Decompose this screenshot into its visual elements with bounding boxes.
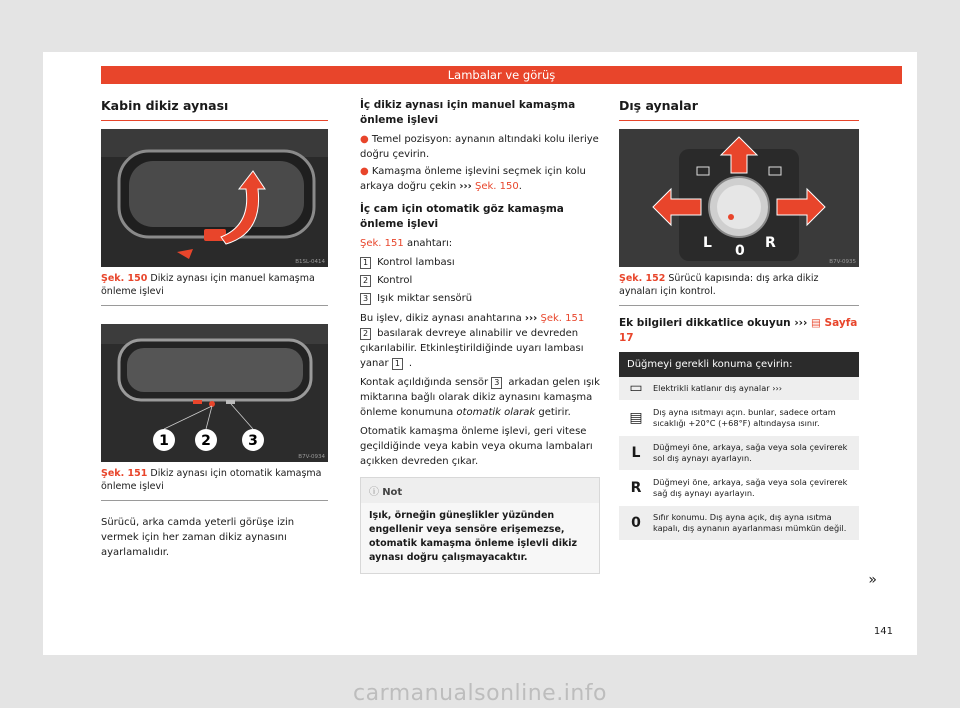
italic-text: otomatik olarak — [456, 407, 536, 418]
middle-column — [360, 98, 600, 574]
page-number: 141 — [873, 626, 893, 637]
row-text: Elektrikli katlanır dış aynalar ››› — [653, 383, 783, 393]
mirror-heating-icon: ▤ — [629, 409, 643, 426]
section-title-exterior-mirrors: Dış aynalar — [619, 98, 859, 121]
note-title: Not — [382, 487, 403, 498]
item-number: 1 — [360, 257, 371, 269]
figure-150-link[interactable]: Şek. 150 — [474, 181, 519, 192]
deactivation-paragraph: Otomatik kamaşma önleme işlevi, geri vitese geçildiğinde veya kabin veya okuma lambaları açıkken devreden çıkar. — [360, 426, 593, 467]
row-symbol: R — [630, 479, 642, 496]
sensor-paragraph — [360, 375, 600, 420]
figure-150-manual-mirror — [101, 129, 328, 267]
book-icon: ▤ — [810, 317, 821, 329]
item-control-lamp — [360, 255, 600, 270]
figure-151-auto-mirror — [101, 324, 328, 462]
knob-label-zero: 0 — [735, 243, 745, 259]
mirror-manual-illustration — [101, 129, 328, 267]
table-row — [619, 436, 859, 471]
item-number: 2 — [360, 275, 371, 287]
chapter-header: Lambalar ve görüş — [101, 66, 902, 84]
note-header — [361, 478, 599, 503]
table-row — [619, 377, 859, 401]
figure-code: B1SL-0414 — [295, 259, 325, 265]
right-column — [619, 98, 859, 541]
table-row — [619, 471, 859, 506]
bullet-text: Temel pozisyon: aynanın altındaki kolu ileriye doğru çevirin. — [360, 134, 599, 160]
callout-3: 3 — [248, 433, 258, 449]
figure-ref: Şek. 152 — [619, 273, 666, 284]
caption-text: Dikiz aynası için manuel kamaşma önleme işlevi — [101, 273, 315, 297]
text: Bu işlev, dikiz aynası anahtarına — [360, 313, 522, 324]
item-number: 2 — [360, 328, 371, 340]
left-column — [101, 98, 328, 564]
text: getirir. — [538, 407, 571, 418]
item-text: Kontrol lambası — [377, 257, 455, 268]
row-text: Düğmeyi öne, arkaya, sağa veya sola çevirerek sol dış aynayı ayarlayın. — [653, 442, 848, 463]
switch-label: anahtarı: — [406, 238, 453, 249]
page-link[interactable]: Sayfa — [824, 317, 858, 329]
fold-mirror-icon: ▭ — [629, 380, 643, 396]
row-text: Dış ayna ısıtmayı açın. bunlar, sadece ortam sıcaklığı +20°C (+68°F) altındaysa ısınır. — [653, 407, 836, 428]
figure-ref: Şek. 150 — [101, 273, 148, 284]
knob-label-right: R — [765, 235, 776, 251]
item-number: 3 — [360, 293, 371, 305]
figure-code: B7V-0934 — [298, 454, 325, 460]
table-header: Düğmeyi gerekli konuma çevirin: — [619, 352, 859, 377]
item-number: 3 — [491, 377, 502, 389]
ref-arrow: ››› — [524, 313, 538, 324]
row-text: Düğmeyi öne, arkaya, sağa veya sola çevirerek sağ dış aynayı ayarlayın. — [653, 477, 848, 498]
callout-1: 1 — [159, 433, 169, 449]
info-icon: ⓘ — [369, 487, 379, 498]
figure-code: B7V-0935 — [829, 259, 856, 265]
manual-page — [43, 52, 917, 655]
note-body: Işık, örneğin güneşlikler yüzünden engellenir veya sensöre erişemezse, otomatik kamaşma önleme işlevli dikiz aynası doğru çalışmayacaktır. — [369, 510, 578, 563]
continue-mark: » — [868, 572, 877, 588]
knob-positions-table — [619, 352, 859, 541]
item-control — [360, 273, 600, 288]
ref-arrow: ››› — [794, 317, 808, 329]
bullet-select-antiglare: ● Kamaşma önleme işlevini seçmek için kolu arkaya doğru çekin ››› Şek. 150. — [360, 166, 586, 192]
auto-antiglare-heading: İç cam için otomatik göz kamaşma önleme işlevi — [360, 203, 564, 230]
callout-2: 2 — [201, 433, 211, 449]
item-text: Kontrol — [377, 275, 413, 286]
text: Ek bilgileri dikkatlice okuyun — [619, 317, 791, 329]
row-symbol: 0 — [631, 514, 641, 531]
item-text: Işık miktar sensörü — [377, 293, 473, 304]
item-light-sensor — [360, 291, 600, 306]
page-link-number[interactable]: 17 — [619, 332, 634, 344]
figure-ref: Şek. 151 — [101, 468, 148, 479]
figure-151-caption — [101, 467, 328, 501]
bullet-dot: ● — [360, 166, 369, 177]
mirror-auto-illustration — [101, 324, 328, 462]
mirror-knob-illustration — [619, 129, 859, 267]
activation-paragraph: Bu işlev, dikiz aynası anahtarına ››› Şek. 151 2 basılarak devreye alınabilir ve devreden çıkarılabilir. Etkinleştirildiğinde uyarı lambası yanar 1 . — [360, 313, 585, 369]
note-box — [360, 477, 600, 574]
extra-info-line — [619, 316, 859, 346]
switch-intro — [360, 236, 600, 251]
bullet-dot: ● — [360, 134, 369, 145]
figure-152-mirror-knob — [619, 129, 859, 267]
text: basılarak devreye alınabilir ve devreden çıkarılabilir. Etkinleştirildiğinde uyarı lambası yanar — [360, 328, 584, 369]
caption-text: Sürücü kapısında: dış arka dikiz aynaları için kontrol. — [619, 273, 819, 297]
figure-151-link[interactable]: Şek. 151 — [360, 238, 404, 249]
figure-152-caption — [619, 272, 859, 306]
bullet-basic-position — [360, 132, 600, 162]
watermark: carmanualsonline.info — [353, 681, 607, 706]
ref-arrow: ››› — [459, 181, 472, 192]
row-text: Sıfır konumu. Dış ayna açık, dış ayna ısıtma kapalı, dış aynanın ayarlanması mümkün değil. — [653, 512, 847, 533]
table-row — [619, 506, 859, 541]
text: arkadan gelen ışık miktarına bağlı olarak dikiz aynasını kamaşma önleme konumuna — [360, 377, 600, 418]
figure-151-link[interactable]: Şek. 151 — [540, 313, 585, 324]
text: Kontak açıldığında sensör — [360, 377, 489, 388]
row-symbol: L — [631, 444, 641, 461]
section-title-cabin-mirror: Kabin dikiz aynası — [101, 98, 328, 121]
mirror-adjust-paragraph: Sürücü, arka camda yeterli görüşe izin vermek için her zaman dikiz aynasını ayarlamalıdır. — [101, 517, 295, 558]
manual-antiglare-heading: İç dikiz aynası için manuel kamaşma önleme işlevi — [360, 99, 576, 126]
figure-150-caption — [101, 272, 328, 306]
table-row — [619, 401, 859, 436]
caption-text: Dikiz aynası için otomatik kamaşma önleme işlevi — [101, 468, 322, 492]
item-number: 1 — [392, 358, 403, 370]
knob-label-left: L — [703, 235, 712, 251]
bullet-text: Kamaşma önleme işlevini seçmek için kolu arkaya doğru çekin — [360, 166, 586, 192]
